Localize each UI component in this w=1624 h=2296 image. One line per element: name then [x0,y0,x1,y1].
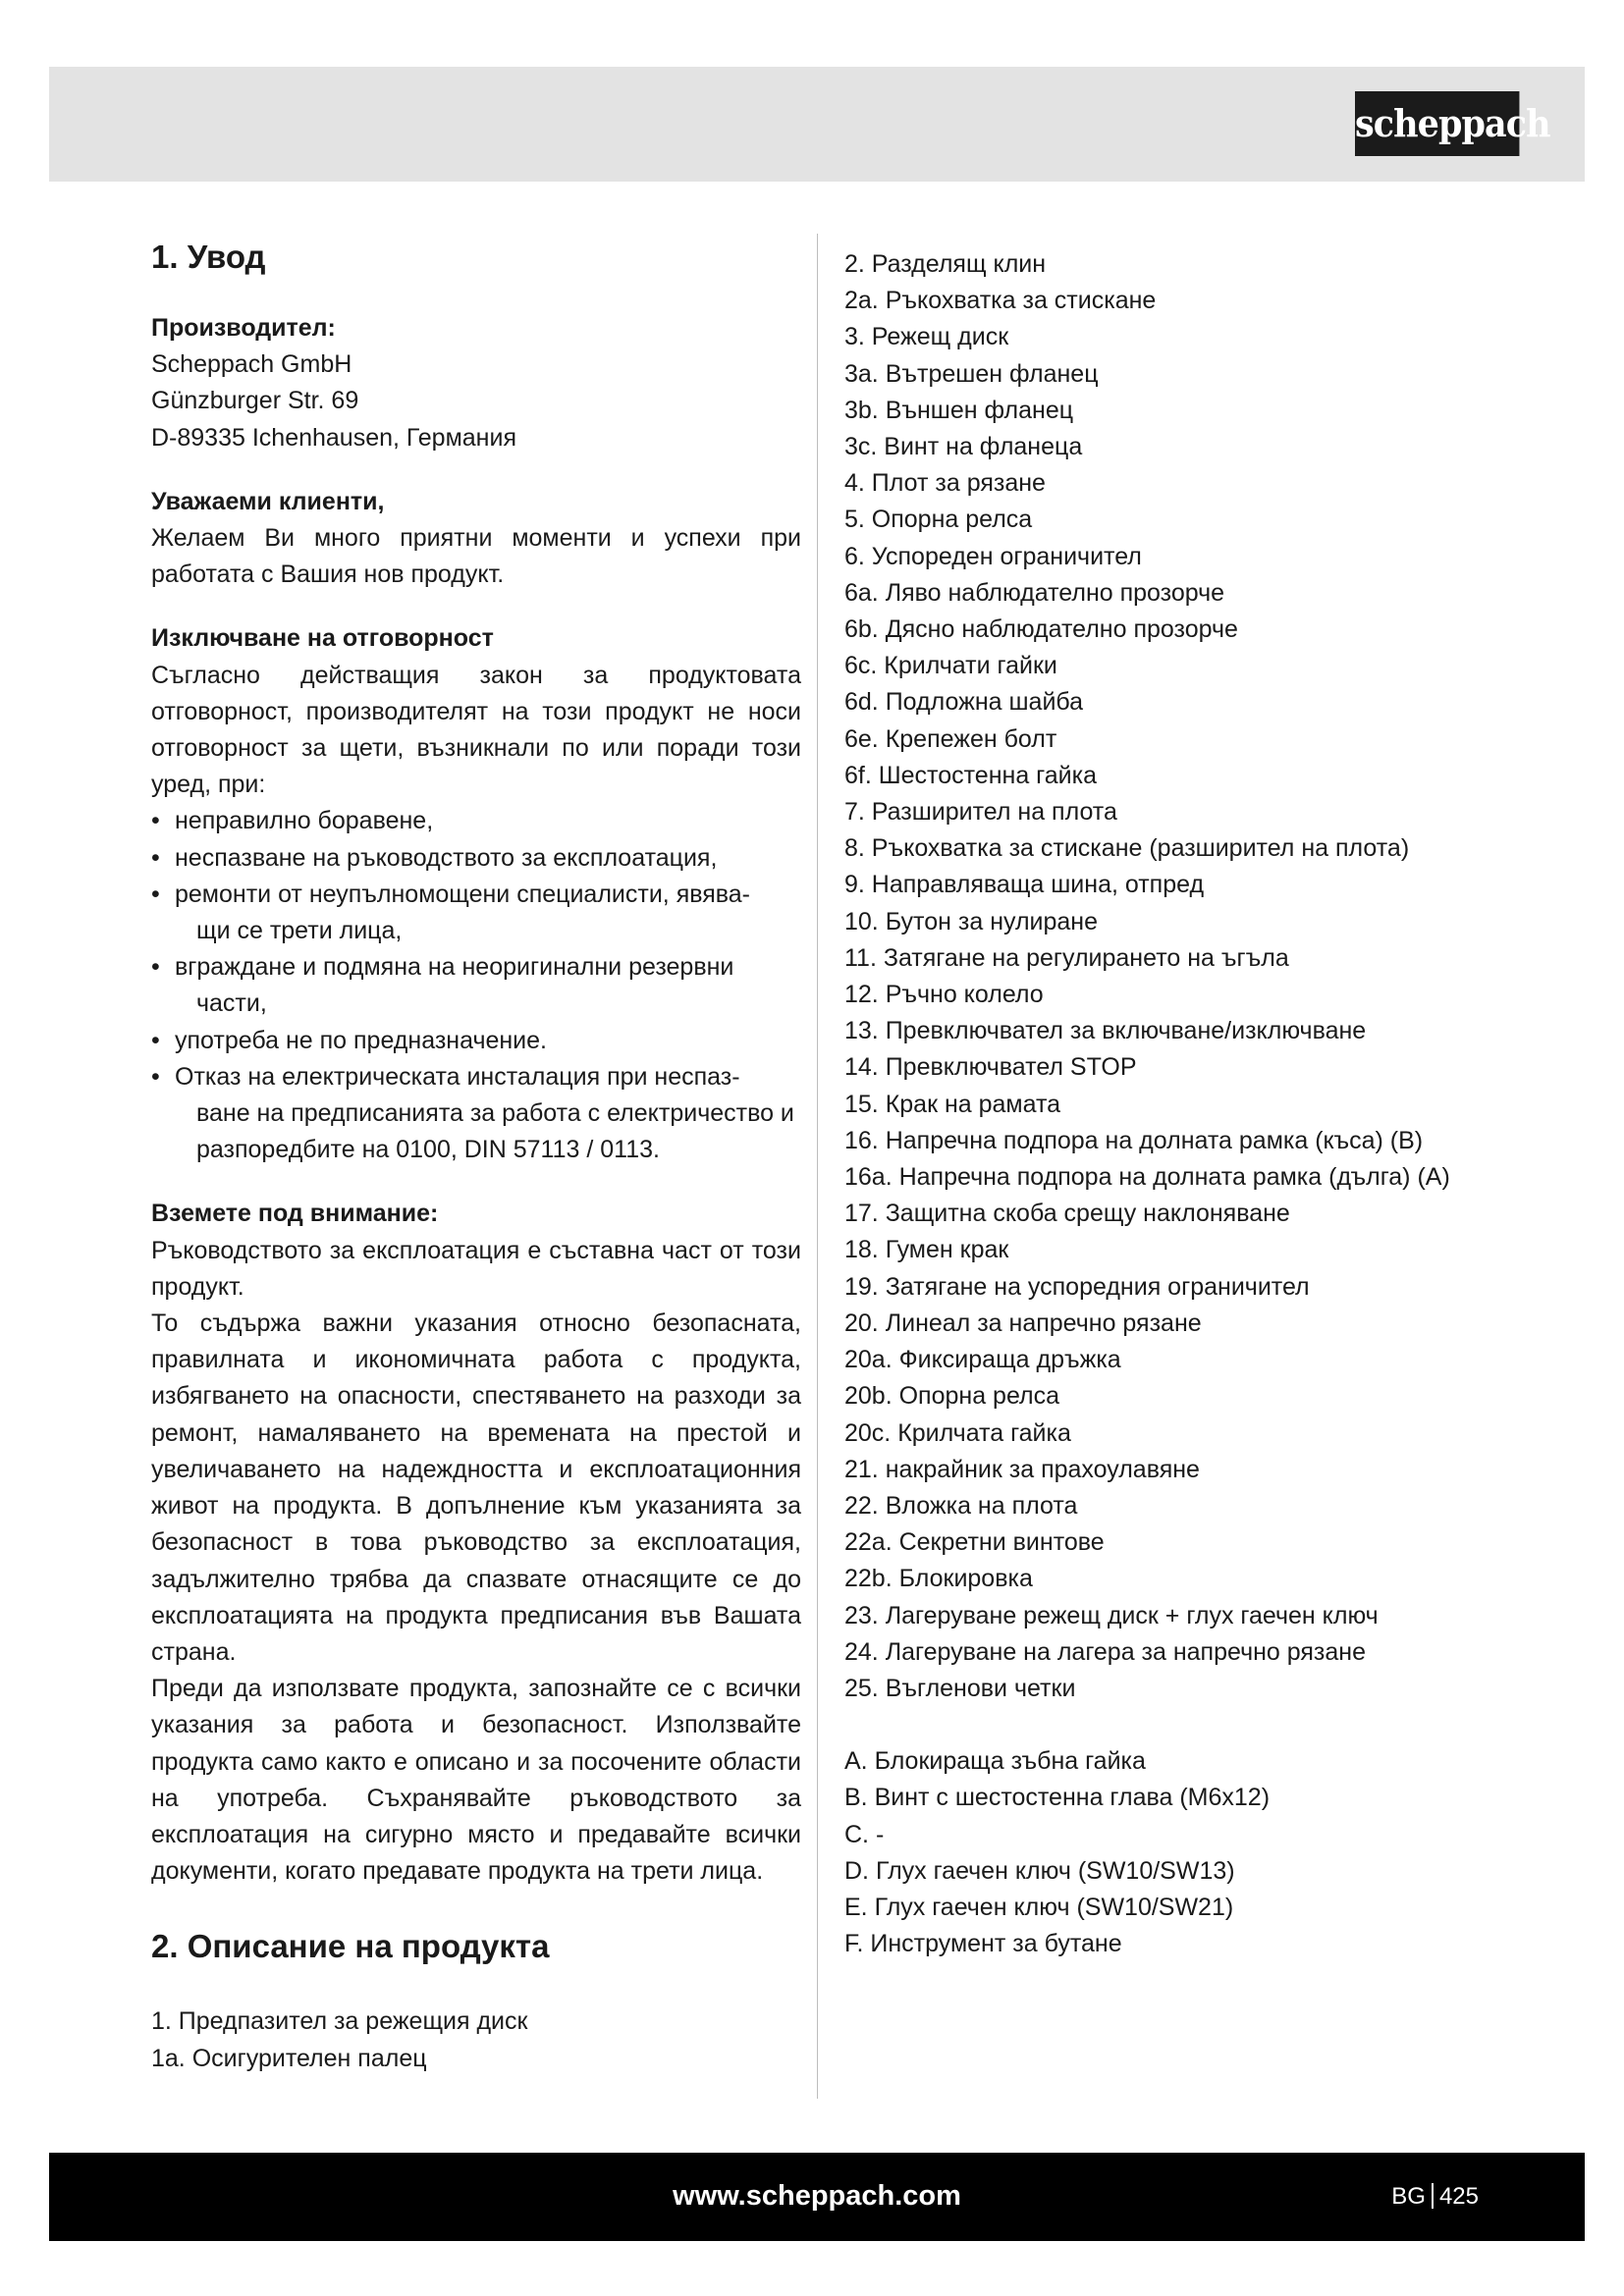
product-part-item: 24. Лагеруване на лагера за напречно рязане [844,1637,1366,1666]
product-part-item: 8. Ръкохватка за стискане (разширител на плота) [844,834,1410,863]
list-item: • неспазване на ръководството за експлоатация, [151,840,801,877]
product-part-item: 20а. Фиксираща дръжка [844,1346,1121,1374]
notice-paragraph: Преди да използвате продукта, запознайте се с всички указания за работа и безопасност. Използвайте продукта само както е описано и за посочените области на употреба. Съхранявайте ръководството за експлоатация на сигурно място и предавайте всички документи, когато предавате продукта на трети лица. [151,1675,801,1886]
section-1-title: 1. Увод [151,239,266,275]
product-part-item: 3. Режещ диск [844,323,1009,351]
liability-heading: Изключване на отговорност [151,624,494,653]
manufacturer-line: Günzburger Str. 69 [151,387,359,415]
right-column [844,246,1532,1962]
product-part-item: 6c. Крилчати гайки [844,652,1057,680]
product-part-item: 17. Защитна скоба срещу наклоняване [844,1200,1290,1228]
product-part-item: 20c. Крилчата гайка [844,1418,1071,1447]
product-part-item: 25. Въгленови четки [844,1674,1076,1702]
product-part-item: 16. Напречна подпора на долната рамка (къса) (B) [844,1126,1424,1154]
product-part-item: 6b. Дясно наблюдателно прозорче [844,615,1238,644]
product-part-item: 2. Разделящ клин [844,250,1047,278]
product-part-item: 3а. Вътрешен фланец [844,359,1099,388]
product-part-item: 3c. Винт на фланеца [844,433,1083,461]
manufacturer-heading: Производител: [151,314,336,342]
scheppach-logo: scheppach [1355,91,1519,156]
product-part-item: 10. Бутон за нулиране [844,907,1099,935]
product-part-item: 7. Разширител на плота [844,798,1117,827]
accessory-item: F. Инструмент за бутане [844,1930,1122,1958]
left-column [151,236,801,2077]
list-item: • неправилно боравене, [151,803,801,839]
accessory-item: D. Глух гаечен ключ (SW10/SW13) [844,1856,1235,1885]
customers-heading: Уважаеми клиенти, [151,487,385,515]
product-part-item: 11. Затягане на регулирането на ъгъла [844,943,1289,972]
accessory-item: C. - [844,1820,885,1848]
product-part-item: 16а. Напречна подпора на долната рамка (дълга) (A) [844,1163,1450,1192]
manufacturer-line: Scheppach GmbH [151,350,352,379]
accessory-item: A. Блокираща зъбна гайка [844,1747,1146,1776]
product-part-item: 12. Ръчно колело [844,981,1044,1009]
page-footer [49,2153,1585,2241]
product-part-item: 4. Плот за рязане [844,469,1046,498]
page-number: BG 425 [1391,2183,1479,2210]
product-part-item: 9. Направляваща шина, отпред [844,871,1205,899]
customers-text: Желаем Ви много приятни моменти и успехи при работата с Вашия нов продукт. [151,524,801,589]
product-part-item: 6e. Крепежен болт [844,724,1057,753]
liability-intro: Съгласно действащия закон за продуктовата отговорност, производителят на този продукт не носи отговорност за щети, възникнали по или поради този уред, при: [151,661,801,799]
product-part-item: 22. Вложка на плота [844,1491,1078,1520]
product-part-item: 2а. Ръкохватка за стискане [844,287,1157,315]
product-part-item: 13. Превключвател за включване/изключване [844,1017,1367,1045]
product-part-item: 20b. Опорна релса [844,1382,1060,1411]
accessories-list [844,1743,1532,1962]
product-part-item: 18. Гумен крак [844,1236,1009,1264]
product-part-item: 1а. Осигурителен палец [151,2044,427,2072]
product-part-item: 6f. Шестостенна гайка [844,761,1097,789]
product-part-item: 22а. Секретни винтове [844,1528,1105,1557]
website-url: www.scheppach.com [673,2180,961,2212]
product-part-item: 21. накрайник за прахоулавяне [844,1455,1200,1483]
notice-heading: Вземете под внимание: [151,1200,439,1228]
list-item: • Отказ на електрическата инсталация при неспаз- ване на предписанията за работа с електричество и разпоредбите на 0100, DIN 57113 / 0113. [151,1059,801,1169]
product-part-item: 20. Линеал за напречно рязане [844,1308,1202,1337]
list-item: • употреба не по предназначение. [151,1023,801,1059]
list-item: • ремонти от неупълномощени специалисти, явява- щи се трети лица, [151,877,801,949]
product-part-item: 14. Превключвател STOP [844,1053,1137,1082]
product-part-item: 1. Предпазител за режещия диск [151,2007,528,2036]
product-part-item: 19. Затягане на успоредния ограничител [844,1272,1310,1301]
product-part-item: 15. Крак на рамата [844,1090,1061,1118]
product-part-item: 6а. Ляво наблюдателно прозорче [844,578,1225,607]
liability-list [151,803,801,1168]
column-divider [817,234,818,2099]
product-part-item: 23. Лагеруване режещ диск + глух гаечен ключ [844,1601,1379,1629]
accessory-item: B. Винт с шестостенна глава (M6x12) [844,1784,1271,1812]
product-part-item: 6d. Подложна шайба [844,688,1084,717]
product-part-item: 3b. Външен фланец [844,396,1074,424]
section-2-title: 2. Описание на продукта [151,1928,550,1965]
product-parts-list [844,246,1532,1707]
manufacturer-line: D-89335 Ichenhausen, Германия [151,423,516,452]
accessory-item: E. Глух гаечен ключ (SW10/SW21) [844,1893,1234,1921]
notice-paragraph: То съдържа важни указания относно безопасната, правилната и икономичната работа с продукта, избягването на опасности, спестяването на разходи за ремонт, намаляването на времената на престой и увеличаването на надеждността и експлоатационния живот на продукта. В допълнение към указанията за безопасност в това ръководство за експлоатация, задължително трябва да спазвате отнасящите се до експлоатацията на продукта предписания във Вашата страна. [151,1309,801,1666]
notice-paragraph: Ръководството за експлоатация е съставна част от този продукт. [151,1236,801,1301]
product-part-item: 5. Опорна релса [844,506,1033,534]
product-part-item: 22b. Блокировка [844,1565,1033,1593]
list-item: • вграждане и подмяна на неоригинални резервни части, [151,949,801,1022]
product-part-item: 6. Успореден ограничител [844,542,1142,570]
